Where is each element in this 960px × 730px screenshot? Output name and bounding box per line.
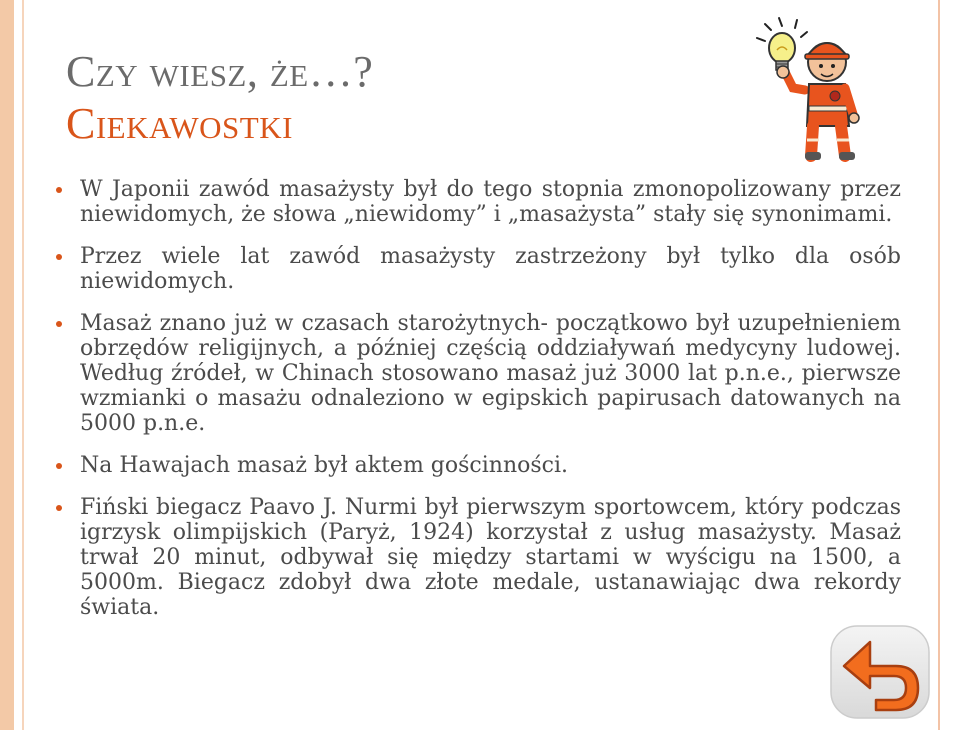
right-decorative-line bbox=[938, 0, 940, 730]
left-decorative-border bbox=[0, 0, 14, 730]
bullet-icon bbox=[56, 187, 62, 193]
fact-text: Masaż znano już w czasach starożytnych- początkowo był uzupełnieniem obrzędów religijnych, a później częścią oddziaływań medycyny ludowej. Według źródeł, w Chinach stosowano masaż już 3000 lat p.n.e., pierwsze wzmianki o masażu odnaleziono w egipskich papirusach datowanych na 5000 p.n.e. bbox=[80, 311, 901, 436]
bullet-icon bbox=[56, 254, 62, 260]
facts-list bbox=[56, 177, 901, 620]
bullet-icon bbox=[56, 463, 62, 469]
list-item bbox=[56, 495, 901, 620]
fact-text: Fiński biegacz Paavo J. Nurmi był pierwszym sportowcem, który podczas igrzysk olimpijskich (Paryż, 1924) korzystał z usług masażysty. Masaż trwał 20 minut, odbywał się między startami w wyścigu na 1500, a 5000m. Biegacz zdobył dwa złote medale, ustanawiając dwa rekordy świata. bbox=[80, 495, 901, 620]
list-item bbox=[56, 177, 901, 227]
left-decorative-line bbox=[22, 0, 24, 730]
bullet-icon bbox=[56, 321, 62, 327]
list-item bbox=[56, 311, 901, 436]
facts-content bbox=[56, 177, 901, 637]
title-subheading: Ciekawostki bbox=[66, 98, 293, 148]
fact-text: Na Hawajach masaż był aktem gościnności. bbox=[80, 453, 568, 478]
fact-text: W Japonii zawód masażysty był do tego stopnia zmonopolizowany przez niewidomych, że słowa „niewidomy” i „masażysta” stały się synonimami. bbox=[80, 177, 901, 227]
fact-text: Przez wiele lat zawód masażysty zastrzeżony był tylko dla osób niewidomych. bbox=[80, 244, 901, 294]
bullet-icon bbox=[56, 505, 62, 511]
list-item bbox=[56, 244, 901, 294]
slide-title bbox=[66, 46, 706, 150]
list-item bbox=[56, 453, 901, 478]
lightbulb-worker-icon bbox=[735, 10, 885, 165]
return-arrow-icon[interactable] bbox=[828, 622, 933, 722]
title-question: Czy wiesz, że…? bbox=[66, 47, 374, 96]
